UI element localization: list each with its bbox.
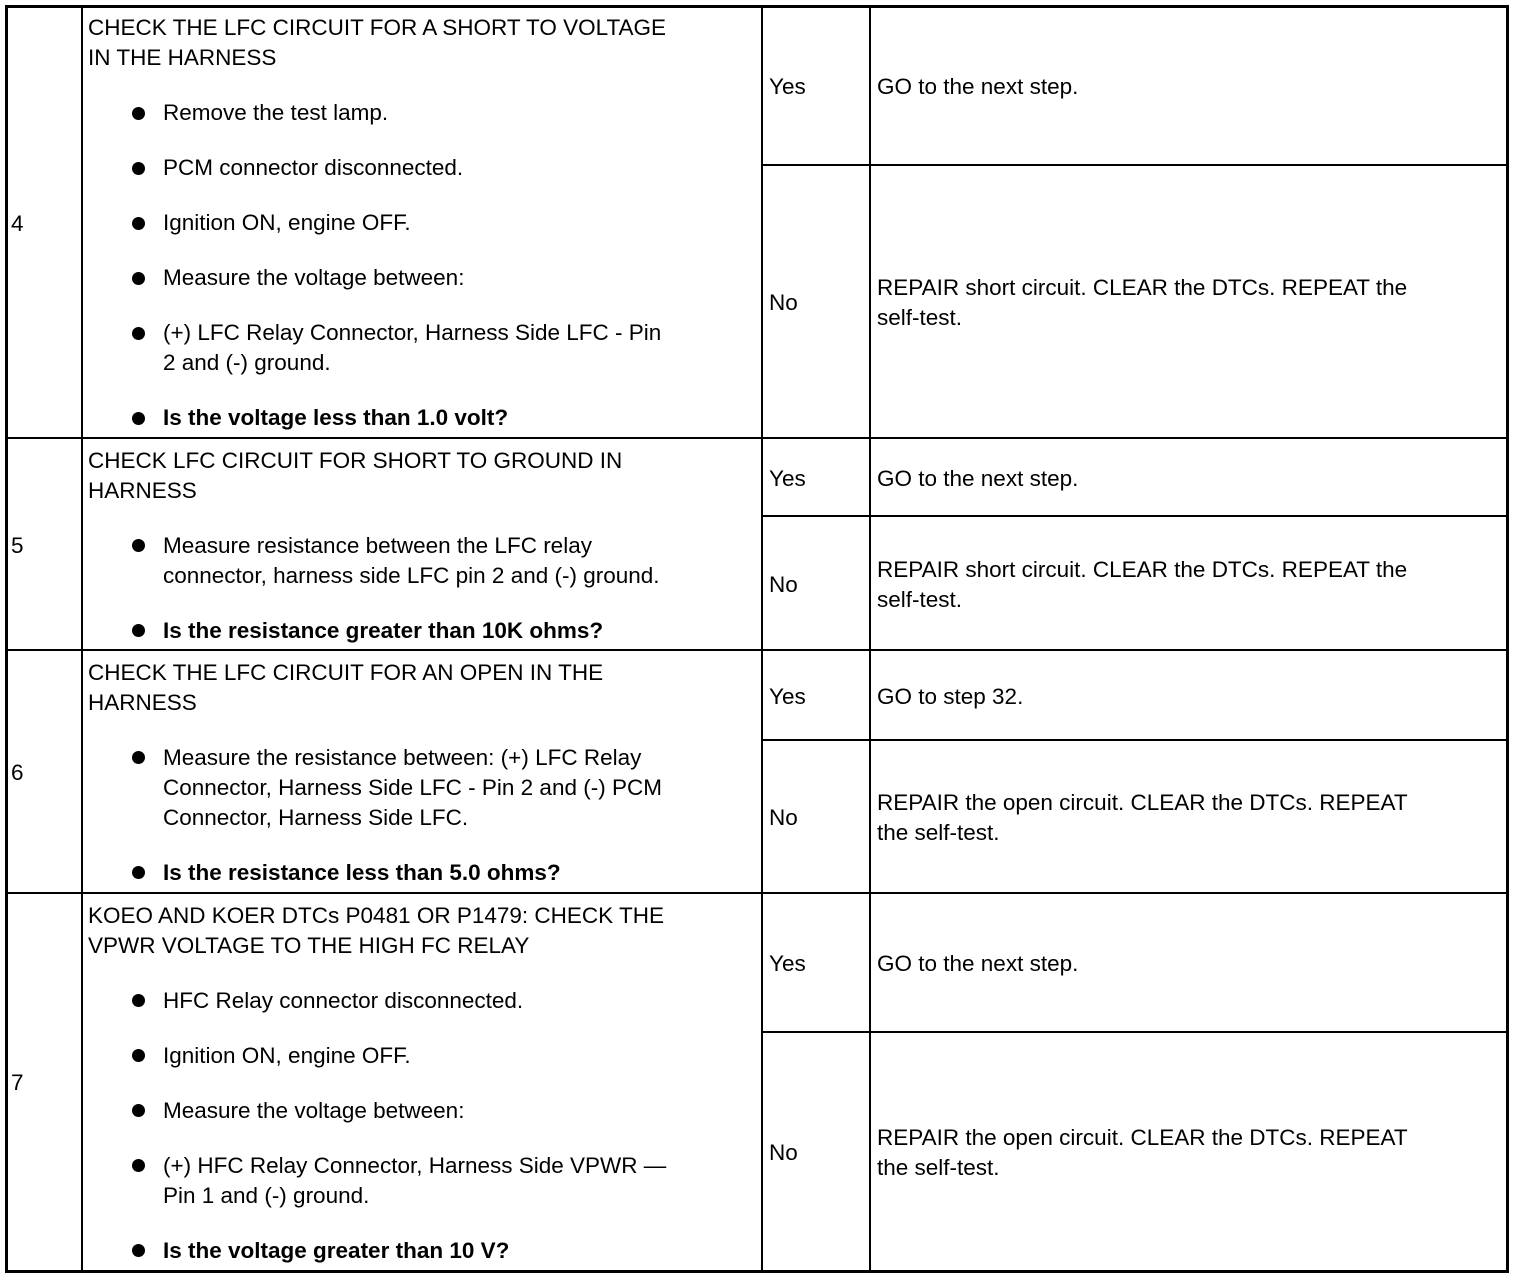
test-title: HARNESS: [88, 478, 197, 503]
no-label: No: [769, 805, 798, 830]
no-action: self-test.: [877, 587, 963, 612]
test-title: CHECK LFC CIRCUIT FOR SHORT TO GROUND IN: [88, 448, 623, 473]
row-divider: [5, 437, 1509, 439]
no-action: REPAIR short circuit. CLEAR the DTCs. REPEAT the: [877, 557, 1408, 582]
instruction-text: Measure the resistance between: (+) LFC Relay: [163, 745, 642, 770]
instruction-text: Connector, Harness Side LFC.: [163, 805, 469, 830]
no-action: REPAIR the open circuit. CLEAR the DTCs. REPEAT: [877, 1125, 1408, 1150]
bullet-icon: [132, 272, 145, 285]
test-title: CHECK THE LFC CIRCUIT FOR AN OPEN IN THE: [88, 660, 604, 685]
yes-no-divider: [761, 164, 1509, 166]
bullet-icon: [132, 624, 145, 637]
test-title: VPWR VOLTAGE TO THE HIGH FC RELAY: [88, 933, 530, 958]
no-action: the self-test.: [877, 820, 1000, 845]
bullet-icon: [132, 162, 145, 175]
instruction-text: Remove the test lamp.: [163, 100, 389, 125]
no-label: No: [769, 572, 798, 597]
step-number: 7: [11, 1070, 24, 1095]
test-title: KOEO AND KOER DTCs P0481 OR P1479: CHECK THE: [88, 903, 665, 928]
bullet-icon: [132, 412, 145, 425]
bullet-icon: [132, 1104, 145, 1117]
bullet-icon: [132, 1159, 145, 1172]
row-divider: [5, 892, 1509, 894]
column-divider-test: [761, 5, 763, 1273]
test-title: HARNESS: [88, 690, 197, 715]
yes-action: GO to the next step.: [877, 466, 1079, 491]
bullet-icon: [132, 327, 145, 340]
instruction-text: PCM connector disconnected.: [163, 155, 464, 180]
instruction-text: (+) HFC Relay Connector, Harness Side VPWR —: [163, 1153, 667, 1178]
yes-no-divider: [761, 1031, 1509, 1033]
yes-action: GO to the next step.: [877, 951, 1079, 976]
bullet-icon: [132, 217, 145, 230]
instruction-text: Pin 1 and (-) ground.: [163, 1183, 370, 1208]
bullet-icon: [132, 751, 145, 764]
no-action: the self-test.: [877, 1155, 1000, 1180]
no-label: No: [769, 290, 798, 315]
yes-label: Yes: [769, 951, 806, 976]
instruction-text: Connector, Harness Side LFC - Pin 2 and (-) PCM: [163, 775, 662, 800]
no-action: REPAIR short circuit. CLEAR the DTCs. REPEAT the: [877, 275, 1408, 300]
yes-label: Yes: [769, 684, 806, 709]
row-divider: [5, 649, 1509, 651]
instruction-text: (+) LFC Relay Connector, Harness Side LFC - Pin: [163, 320, 662, 345]
no-action: self-test.: [877, 305, 963, 330]
column-divider-step: [81, 5, 83, 1273]
no-label: No: [769, 1140, 798, 1165]
bullet-icon: [132, 1244, 145, 1257]
yes-label: Yes: [769, 466, 806, 491]
instruction-text: HFC Relay connector disconnected.: [163, 988, 524, 1013]
instruction-text: Measure the voltage between:: [163, 1098, 465, 1123]
bullet-icon: [132, 1049, 145, 1062]
column-divider-result: [869, 5, 871, 1273]
instruction-text: Measure the voltage between:: [163, 265, 465, 290]
test-question: Is the resistance less than 5.0 ohms?: [163, 860, 561, 885]
yes-no-divider: [761, 515, 1509, 517]
bullet-icon: [132, 539, 145, 552]
bullet-icon: [132, 107, 145, 120]
yes-action: GO to the next step.: [877, 74, 1079, 99]
yes-no-divider: [761, 739, 1509, 741]
yes-action: GO to step 32.: [877, 684, 1024, 709]
step-number: 6: [11, 760, 24, 785]
instruction-text: Ignition ON, engine OFF.: [163, 210, 411, 235]
yes-label: Yes: [769, 74, 806, 99]
instruction-text: Measure resistance between the LFC relay: [163, 533, 592, 558]
instruction-text: Ignition ON, engine OFF.: [163, 1043, 411, 1068]
step-number: 4: [11, 211, 24, 236]
test-question: Is the resistance greater than 10K ohms?: [163, 618, 604, 643]
bullet-icon: [132, 866, 145, 879]
instruction-text: connector, harness side LFC pin 2 and (-) ground.: [163, 563, 660, 588]
test-title: CHECK THE LFC CIRCUIT FOR A SHORT TO VOLTAGE: [88, 15, 667, 40]
step-number: 5: [11, 533, 24, 558]
no-action: REPAIR the open circuit. CLEAR the DTCs. REPEAT: [877, 790, 1408, 815]
test-title: IN THE HARNESS: [88, 45, 277, 70]
bullet-icon: [132, 994, 145, 1007]
test-question: Is the voltage less than 1.0 volt?: [163, 405, 509, 430]
instruction-text: 2 and (-) ground.: [163, 350, 331, 375]
test-question: Is the voltage greater than 10 V?: [163, 1238, 510, 1263]
